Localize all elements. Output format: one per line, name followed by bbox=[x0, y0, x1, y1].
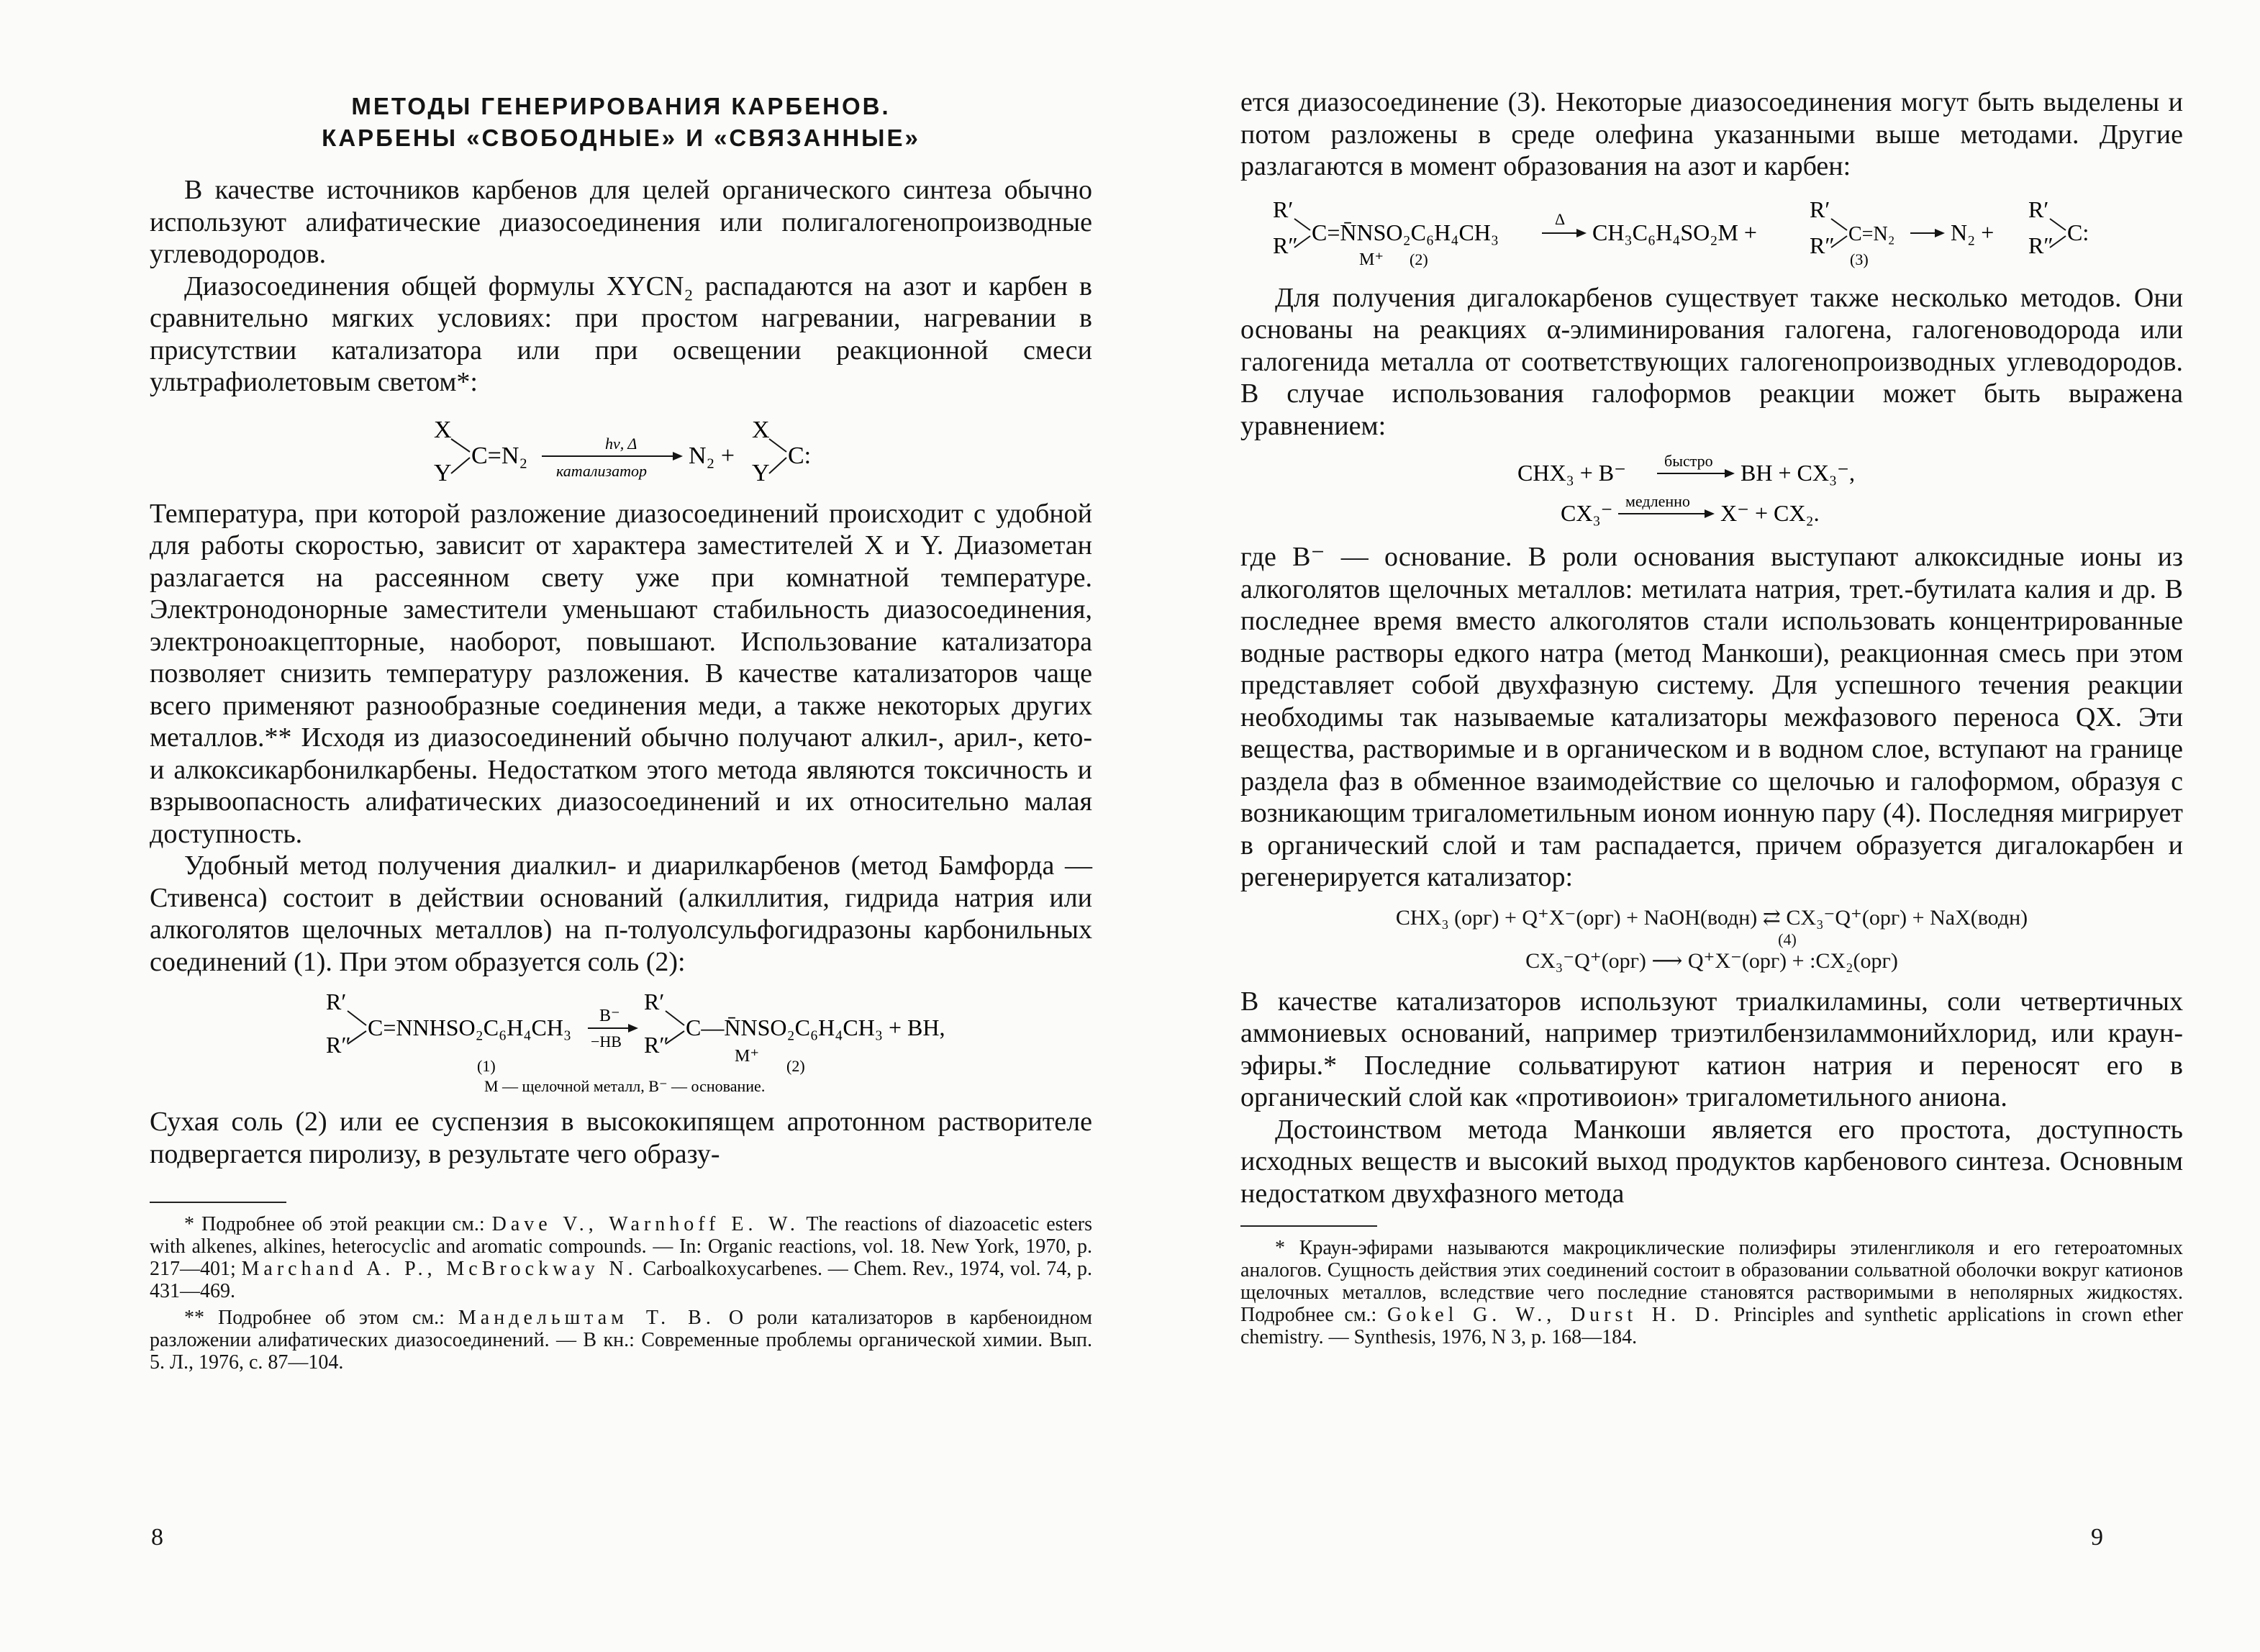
paragraph-r4: В качестве катализаторов используют триалкиламины, соли четвертичных аммониевых оснований, например триэтилбензиламмонийхлорид, или краун-эфиры.* Последние сольватируют катион натрия и переносят его в органический слой как «противоион» тригалометильного аниона. bbox=[1240, 986, 2183, 1112]
paragraph-2: Диазосоединения общей формулы XYCN₂ распадаются на азот и карбен в сравнительно мягких условиях: при простом нагревании, нагревании в присутствии катализатора или при освещении реакционной смеси ультрафиолетовым светом*: bbox=[150, 271, 1092, 397]
fn1-authors: Dave V., Warnhoff E. W. bbox=[491, 1213, 799, 1235]
eq3-diazo: C=N₂ bbox=[1848, 222, 1895, 245]
svg-text:X: X bbox=[752, 416, 770, 443]
svg-text:R′: R′ bbox=[644, 989, 665, 1015]
svg-text:Y: Y bbox=[752, 459, 770, 486]
equation-1-graphic bbox=[419, 409, 822, 488]
paragraph-r3: где B⁻ — основание. В роли основания выступают алкоксидные ионы из алкоголятов щелочных металлов: метилата натрия, трет.-бутилата калия и др. В последнее время вместо алкоголятов стали использовать концентрированные водные растворы едкого натра (метод Манкоши), реакционная смесь при этом представляет собой двухфазную систему. Для успешного течения реакции необходимы так называемые катализаторы межфазового переноса QX. Эти вещества, растворимые и в органическом и в водном слое, вступают на границе раздела фаз в обменное взаимодействие со щелочью и галоформом, образуя с возникающим тригалометильным ионом ионную пару (4). Последняя мигрирует в органический слой и там распадается, причем образуется дигалокарбен и регенерируется катализатор: bbox=[1240, 542, 2183, 892]
paragraph-r2: Для получения дигалокарбенов существует также несколько методов. Они основаны на реакциях α-элиминирования галогена, галогеноводорода или галогенида металла от соответствующих галогенопроизводных углеводородов. В случае использования галоформов реакции может быть выражена уравнением: bbox=[1240, 282, 2183, 441]
eq3-label-3: (3) bbox=[1850, 250, 1869, 268]
eq1-product-carbene: C: bbox=[788, 442, 812, 469]
svg-text:R″: R″ bbox=[644, 1032, 669, 1058]
paragraph-4: Удобный метод получения диалкил- и диарилкарбенов (метод Бамфорда — Стивенса) состоит в действии оснований (алкиллития, гидрида натрия или алкоголятов щелочных металлов) на п-толуолсульфогидразоны карбонильных соединений (1). При этом образуется соль (2): bbox=[150, 850, 1092, 977]
eq3-product-n2: N₂ + bbox=[1951, 219, 1994, 245]
eq5a: CHX₃ (орг) + Q⁺X⁻(орг) + NaOH(водн) ⇄ CX₃⁻Q⁺(орг) + NaX(водн) bbox=[1395, 905, 2028, 930]
fn-right-authors: Gokel G. W., Durst H. D. bbox=[1387, 1304, 1723, 1326]
eq3-byproduct: CH₃C₆H₄SO₂M + bbox=[1592, 219, 1757, 245]
paragraph-1: В качестве источников карбенов для целей органического синтеза обычно используют алифатические диазосоединения или полигалогенопроизводные углеводородов. bbox=[150, 175, 1092, 269]
fn-right-lead: * Краун-эфирами называются макроциклические полиэфиры этиленгликоля и его гетероатомных аналогов. Сущность действия этих соединений состоит в образовании сольватной оболочки вокруг катионов щелочных металлов, вследствие чего последние становятся растворимыми в неполярных жидкостях. Подробнее см.: bbox=[1240, 1237, 2183, 1326]
eq2-r2: R″ bbox=[326, 1032, 351, 1058]
eq4b-arrow-above: медленно bbox=[1625, 492, 1690, 510]
eq5a-label: (4) bbox=[1778, 930, 1797, 948]
right-page bbox=[1240, 86, 2183, 1348]
footnote-divider-right bbox=[1240, 1225, 1377, 1227]
equation-haloform bbox=[1240, 452, 2183, 531]
eq2-note: M — щелочной металл, B⁻ — основание. bbox=[484, 1077, 766, 1095]
eq2-label-2: (2) bbox=[786, 1057, 805, 1075]
eq1-x: X bbox=[434, 416, 452, 443]
eq3-metal-ion: M⁺ bbox=[1359, 250, 1384, 269]
eq3-reactant: C=N̄NSO₂C₆H₄CH₃ bbox=[1312, 219, 1499, 245]
eq4a-right: BH + CX₃⁻, bbox=[1741, 460, 1855, 486]
chapter-title bbox=[150, 91, 1092, 154]
page-number-left: 8 bbox=[151, 1524, 163, 1551]
eq4a-left: CHX₃ + B⁻ bbox=[1517, 460, 1626, 486]
eq3-product-carbene: C: bbox=[2067, 219, 2089, 245]
paragraph-r5: Достоинством метода Манкоши является его простота, доступность исходных веществ и высокий выход продуктов карбенового синтеза. Основным недостатком двухфазного метода bbox=[1240, 1114, 2183, 1209]
footnote-divider bbox=[150, 1202, 286, 1203]
eq4b-right: X⁻ + CX₂. bbox=[1720, 500, 1820, 526]
eq4b-left: CX₃⁻ bbox=[1561, 500, 1613, 526]
eq3-r1: R′ bbox=[1273, 196, 1294, 222]
equation-pyrolysis bbox=[1240, 193, 2183, 272]
eq1-y: Y bbox=[434, 459, 452, 486]
eq2-label-1: (1) bbox=[477, 1057, 496, 1075]
eq2-product: C—N̄NSO₂C₆H₄CH₃ + BH, bbox=[686, 1015, 945, 1040]
title-line-2: КАРБЕНЫ «СВОБОДНЫЕ» И «СВЯЗАННЫЕ» bbox=[322, 124, 920, 151]
fn2-lead: ** Подробнее об этом см.: bbox=[184, 1307, 445, 1329]
eq2-metal-ion: M⁺ bbox=[735, 1047, 760, 1066]
page-number-right: 9 bbox=[2091, 1524, 2103, 1551]
fn1-authors-2: Marchand A. P., McBrockway N. bbox=[241, 1258, 637, 1280]
fn-right-rest: Principles and synthetic applications in crown ether chemistry. — Synthesis, 1976, N 3, p. 168—184. bbox=[1240, 1304, 2184, 1348]
eq1-arrow-above: hν, Δ bbox=[605, 434, 637, 453]
footnote-2 bbox=[150, 1307, 1092, 1374]
eq2-arrow-above: B⁻ bbox=[599, 1007, 620, 1025]
equation-diazo-decomposition bbox=[150, 409, 1092, 488]
paragraph-r1: ется диазосоединение (3). Некоторые диазосоединения могут быть выделены и потом разложены в среде олефина указанными выше методами. Другие разлагаются в момент образования на азот и карбен: bbox=[1240, 87, 2183, 181]
fn1-rest-2: Carboalkoxycarbenes. — Chem. Rev., 1974, vol. 74, p. 431—469. bbox=[150, 1258, 1093, 1302]
equation-2-graphic bbox=[240, 988, 1002, 1096]
equation-3-graphic bbox=[1266, 193, 2158, 272]
eq3-r1c: R′ bbox=[2028, 196, 2049, 222]
eq5b: CX₃⁻Q⁺(орг) ⟶ Q⁺X⁻(орг) + :CX₂(орг) bbox=[1525, 948, 1898, 973]
paragraph-5: Сухая соль (2) или ее суспензия в высококипящем апротонном растворителе подвергается пиролизу, в результате чего образу- bbox=[150, 1107, 1092, 1169]
eq2-r1: R′ bbox=[326, 989, 347, 1015]
fn2-authors: Мандельштам Т. В. bbox=[458, 1307, 715, 1329]
left-page bbox=[150, 86, 1092, 1374]
eq3-label-2: (2) bbox=[1410, 250, 1428, 268]
footnote-right bbox=[1240, 1237, 2183, 1348]
fn2-rest: О роли катализаторов в карбеноидном разложении алифатических диазосоединений. — В кн.: Современные проблемы органической химии. Вып. 5. Л., 1976, с. 87—104. bbox=[150, 1307, 1093, 1374]
equation-bamford-stevens bbox=[150, 988, 1092, 1096]
title-line-1: МЕТОДЫ ГЕНЕРИРОВАНИЯ КАРБЕНОВ. bbox=[351, 93, 891, 119]
equation-4-graphic bbox=[1489, 452, 1935, 531]
eq3-arrow-above: Δ bbox=[1555, 209, 1566, 228]
paragraph-3: Температура, при которой разложение диазосоединений происходит с удобной для работы скоростью, зависит от характера заместителей X и Y. Диазометан разлагается на рассеянном свету уже при комнатной температуре. Электронодонорные заместители уменьшают стабильность диазосоединения, электроноакцепторные, наоборот, повышают. Использование катализатора позволяет снизить температуру разложения. В качестве катализаторов чаще всего применяют разнообразные соединения меди, а также некоторых других металлов.** Исходя из диазосоединений обычно получают алкил-, арил-, кето- и алкоксикарбонилкарбены. Недостатком этого метода являются токсичность и взрывоопасность алифатических диазосоединений и их относительно малая доступность. bbox=[150, 498, 1092, 849]
eq3-r2b: R″ bbox=[1810, 232, 1835, 258]
eq1-arrow-below: катализатор bbox=[556, 461, 647, 480]
equation-phase-transfer bbox=[1240, 904, 2183, 976]
eq3-r1b: R′ bbox=[1810, 196, 1830, 222]
eq3-r2c: R″ bbox=[2028, 232, 2053, 258]
eq4a-arrow-above: быстро bbox=[1664, 452, 1713, 470]
footnote-1 bbox=[150, 1213, 1092, 1302]
eq1-product-n2: N₂ + bbox=[689, 442, 735, 469]
eq3-r2: R″ bbox=[1273, 232, 1298, 258]
eq2-reactant: C=NNHSO₂C₆H₄CH₃ bbox=[368, 1015, 572, 1040]
eq2-arrow-below: −HB bbox=[591, 1032, 622, 1050]
fn1-lead: * Подробнее об этой реакции см.: bbox=[184, 1213, 485, 1235]
eq1-reactant: C=N₂ bbox=[471, 442, 528, 469]
fn1-rest: The reactions of diazoacetic esters with alkenes, alkines, heterocyclic and aromatic compounds. — In: Organic reactions, vol. 18. New York, 1970, p. 217—401; bbox=[150, 1213, 1093, 1280]
